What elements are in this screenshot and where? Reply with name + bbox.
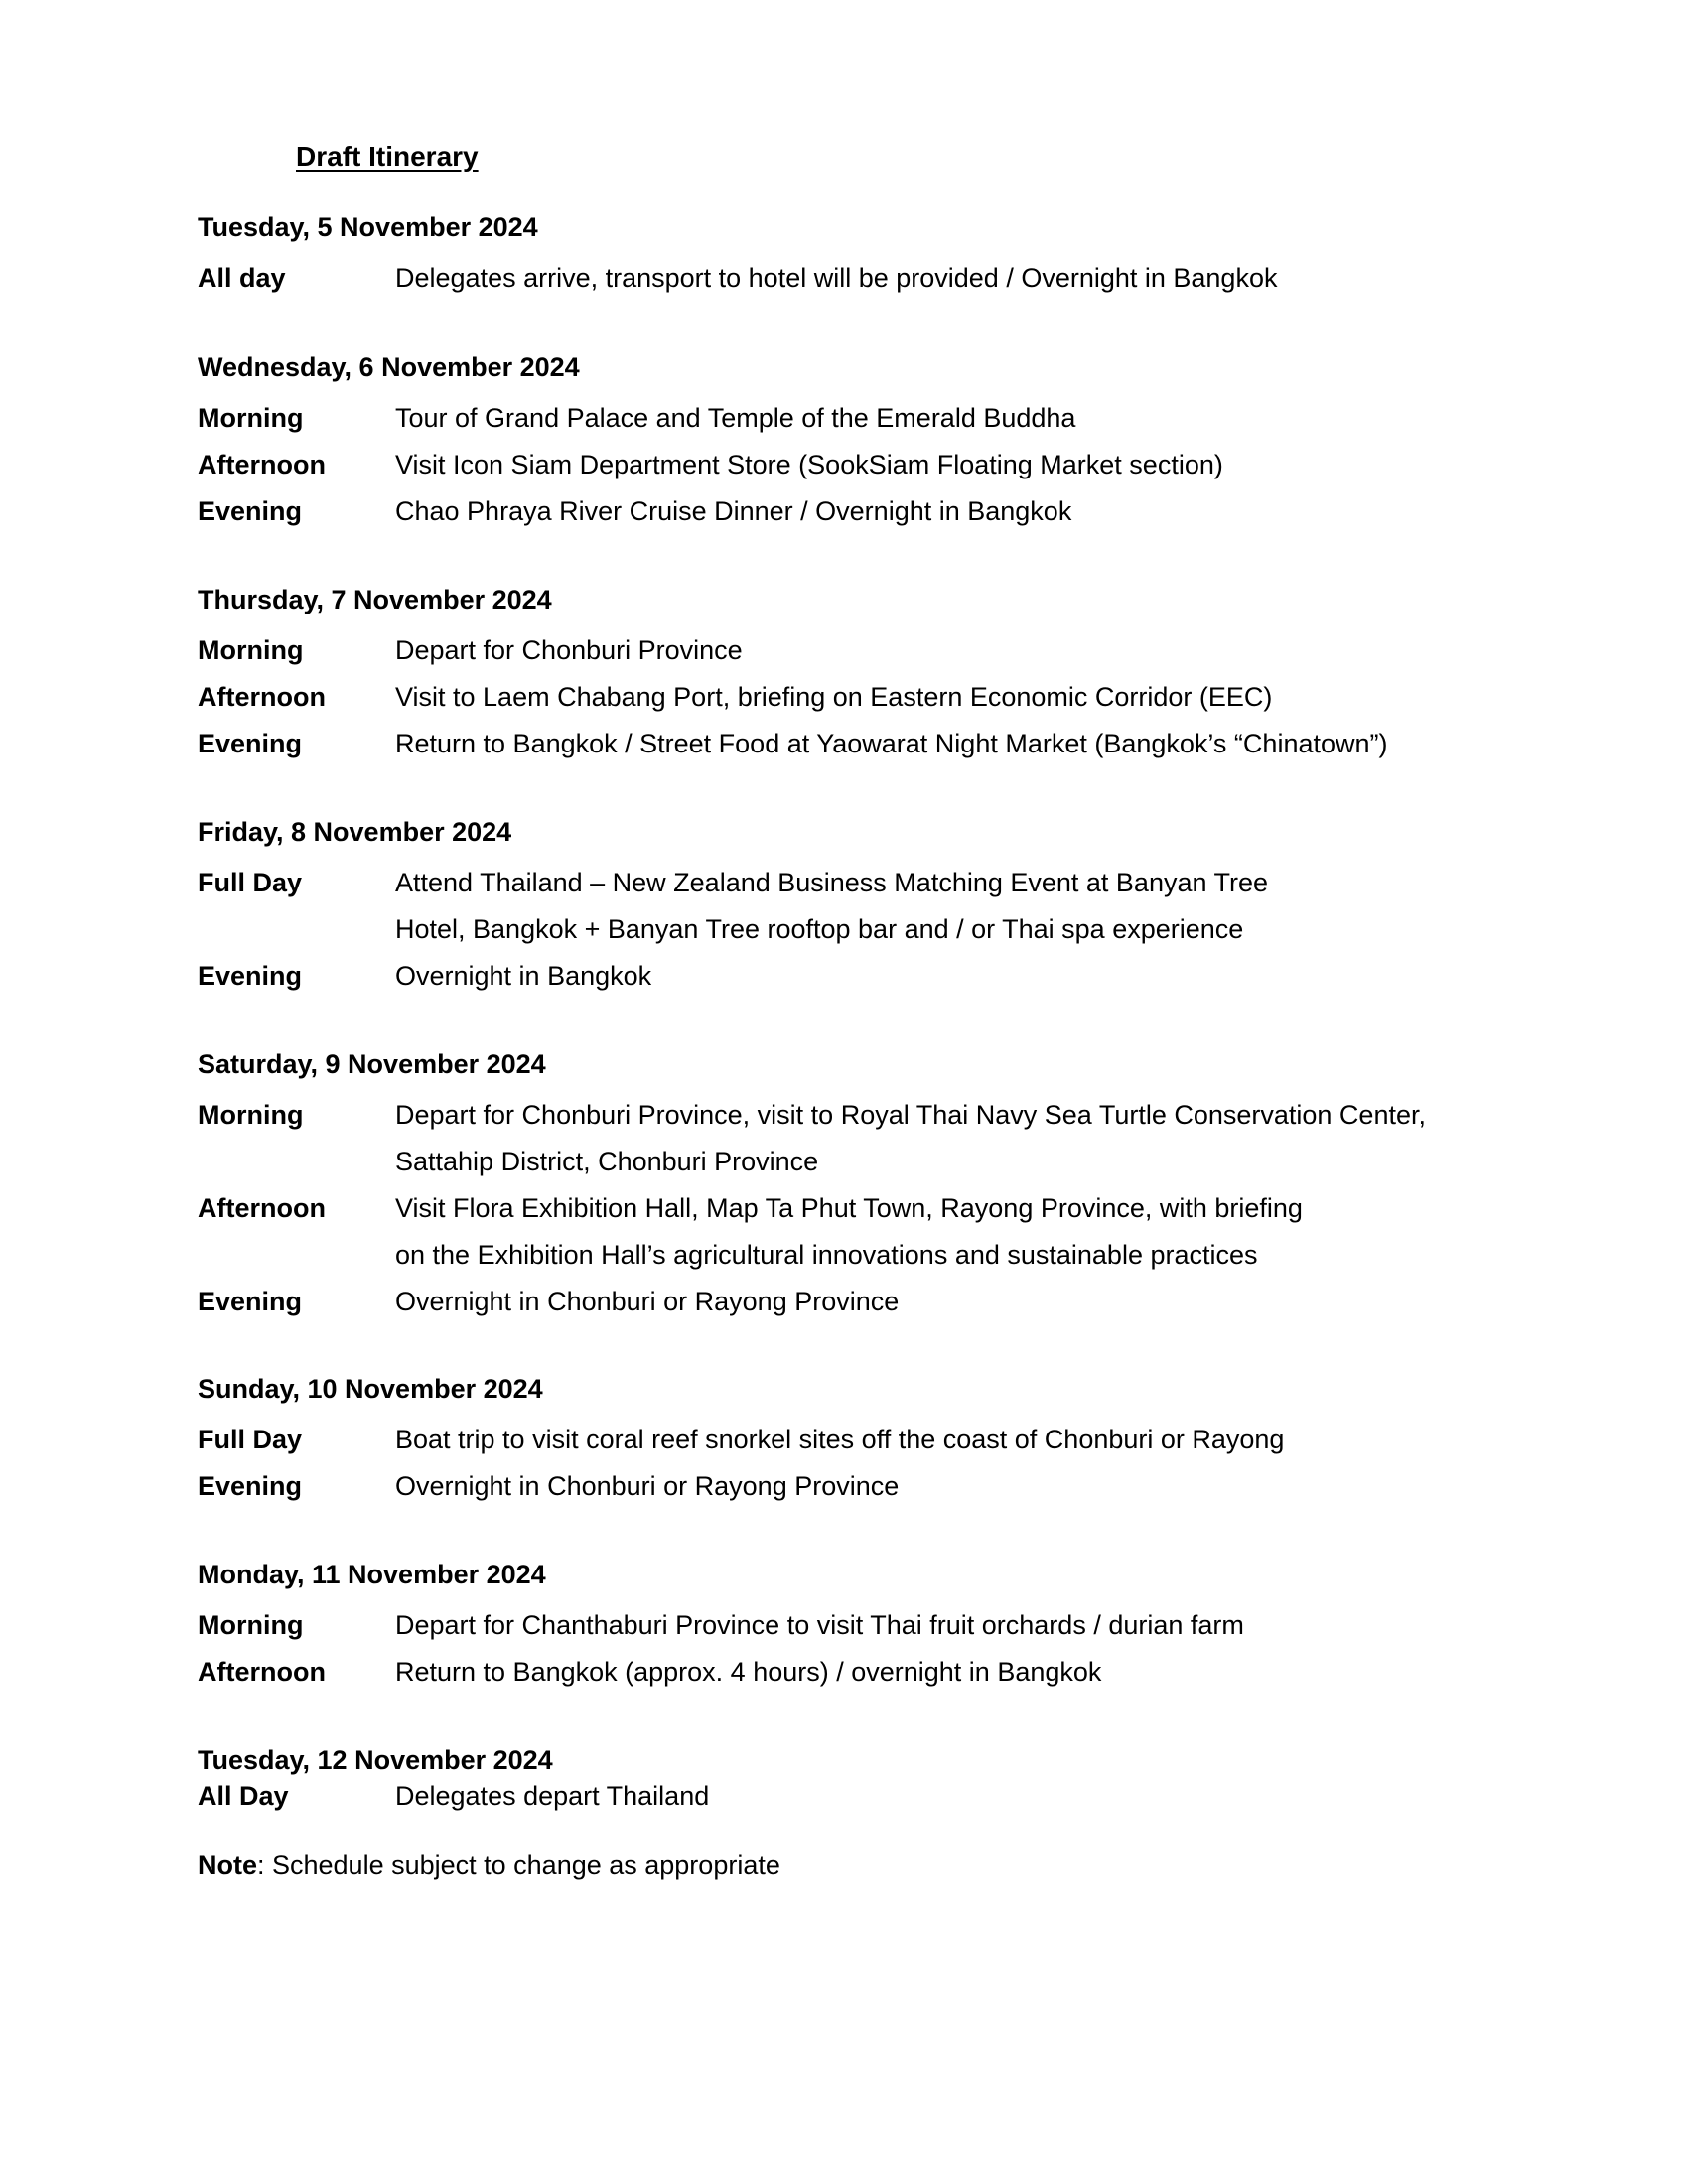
time-label: All day <box>198 263 286 293</box>
activity-line: Visit Icon Siam Department Store (SookSiam Floating Market section) <box>395 450 1223 479</box>
time-label: All Day <box>198 1781 289 1811</box>
activity-text <box>395 1279 1568 1325</box>
activity-text <box>395 395 1568 442</box>
day-section <box>198 209 1568 302</box>
time-label: Morning <box>198 1610 304 1640</box>
time-label: Morning <box>198 403 304 433</box>
day-heading: Wednesday, 6 November 2024 <box>198 352 580 382</box>
time-label: Evening <box>198 961 303 991</box>
time-label: Afternoon <box>198 450 326 479</box>
day-section <box>198 1371 1568 1510</box>
activity-line: Visit Flora Exhibition Hall, Map Ta Phut Town, Rayong Province, with briefing <box>395 1193 1303 1223</box>
day-heading: Thursday, 7 November 2024 <box>198 585 552 614</box>
day-section <box>198 1742 1568 1814</box>
day-section <box>198 814 1568 1000</box>
day-section <box>198 1046 1568 1325</box>
activity-line: Depart for Chonburi Province, visit to Royal Thai Navy Sea Turtle Conservation Center, <box>395 1100 1426 1130</box>
time-label: Morning <box>198 635 304 665</box>
activity-text <box>395 1417 1568 1463</box>
schedule-row <box>198 1185 1568 1279</box>
note-text: : Schedule subject to change as appropriate <box>257 1850 780 1880</box>
activity-text <box>395 953 1568 1000</box>
day-section <box>198 349 1568 535</box>
day-heading: Monday, 11 November 2024 <box>198 1560 546 1589</box>
time-label: Afternoon <box>198 682 326 712</box>
schedule-row <box>198 1602 1568 1649</box>
time-label: Afternoon <box>198 1193 326 1223</box>
schedule-row <box>198 1279 1568 1325</box>
day-heading: Sunday, 10 November 2024 <box>198 1374 543 1404</box>
activity-line: Chao Phraya River Cruise Dinner / Overnight in Bangkok <box>395 496 1072 526</box>
day-heading: Friday, 8 November 2024 <box>198 817 512 847</box>
schedule-row <box>198 488 1568 535</box>
schedule-note <box>198 1847 780 1883</box>
activity-text <box>395 442 1568 488</box>
schedule-row <box>198 1092 1568 1185</box>
day-section <box>198 1557 1568 1696</box>
activity-line: Delegates depart Thailand <box>395 1781 710 1811</box>
activity-text <box>395 1092 1568 1185</box>
activity-line: Overnight in Chonburi or Rayong Province <box>395 1287 900 1316</box>
schedule-row <box>198 255 1568 302</box>
schedule-row <box>198 1778 1568 1814</box>
activity-text <box>395 255 1568 302</box>
time-label: Evening <box>198 1287 303 1316</box>
time-label: Evening <box>198 1471 303 1501</box>
activity-text <box>395 1602 1568 1649</box>
activity-text <box>395 674 1568 721</box>
schedule-row <box>198 860 1568 953</box>
schedule-row <box>198 721 1568 767</box>
time-label: Afternoon <box>198 1657 326 1687</box>
activity-line: Return to Bangkok / Street Food at Yaowarat Night Market (Bangkok’s “Chinatown”) <box>395 729 1388 758</box>
note-label: Note <box>198 1850 257 1880</box>
activity-line: Depart for Chanthaburi Province to visit Thai fruit orchards / durian farm <box>395 1610 1244 1640</box>
activity-line: Overnight in Bangkok <box>395 961 652 991</box>
activity-text <box>395 860 1568 953</box>
schedule-row <box>198 442 1568 488</box>
schedule-row <box>198 953 1568 1000</box>
time-label: Evening <box>198 496 303 526</box>
activity-line: Overnight in Chonburi or Rayong Province <box>395 1471 900 1501</box>
schedule-row <box>198 627 1568 674</box>
time-label: Full Day <box>198 868 303 897</box>
day-heading: Saturday, 9 November 2024 <box>198 1049 546 1079</box>
activity-line: Tour of Grand Palace and Temple of the Emerald Buddha <box>395 403 1076 433</box>
activity-line: Return to Bangkok (approx. 4 hours) / overnight in Bangkok <box>395 1657 1102 1687</box>
activity-line: Boat trip to visit coral reef snorkel sites off the coast of Chonburi or Rayong <box>395 1425 1285 1454</box>
activity-line: Visit to Laem Chabang Port, briefing on Eastern Economic Corridor (EEC) <box>395 682 1273 712</box>
activity-line: Delegates arrive, transport to hotel will be provided / Overnight in Bangkok <box>395 263 1278 293</box>
activity-text <box>395 721 1568 767</box>
schedule-row <box>198 674 1568 721</box>
activity-text <box>395 627 1568 674</box>
activity-line: Depart for Chonburi Province <box>395 635 743 665</box>
activity-text <box>395 1185 1568 1279</box>
activity-text <box>395 1463 1568 1510</box>
activity-line: on the Exhibition Hall’s agricultural innovations and sustainable practices <box>395 1240 1258 1270</box>
schedule-row <box>198 1463 1568 1510</box>
activity-line: Attend Thailand – New Zealand Business Matching Event at Banyan Tree <box>395 868 1269 897</box>
day-heading: Tuesday, 12 November 2024 <box>198 1745 553 1775</box>
activity-text <box>395 1649 1568 1696</box>
activity-text <box>395 1778 1568 1814</box>
activity-line: Hotel, Bangkok + Banyan Tree rooftop bar and / or Thai spa experience <box>395 914 1244 944</box>
schedule-row <box>198 1649 1568 1696</box>
page-title: Draft Itinerary <box>296 141 479 172</box>
time-label: Full Day <box>198 1425 303 1454</box>
schedule-row <box>198 395 1568 442</box>
activity-text <box>395 488 1568 535</box>
time-label: Evening <box>198 729 303 758</box>
day-heading: Tuesday, 5 November 2024 <box>198 212 538 242</box>
schedule-row <box>198 1417 1568 1463</box>
day-section <box>198 582 1568 767</box>
activity-line: Sattahip District, Chonburi Province <box>395 1147 819 1176</box>
time-label: Morning <box>198 1100 304 1130</box>
